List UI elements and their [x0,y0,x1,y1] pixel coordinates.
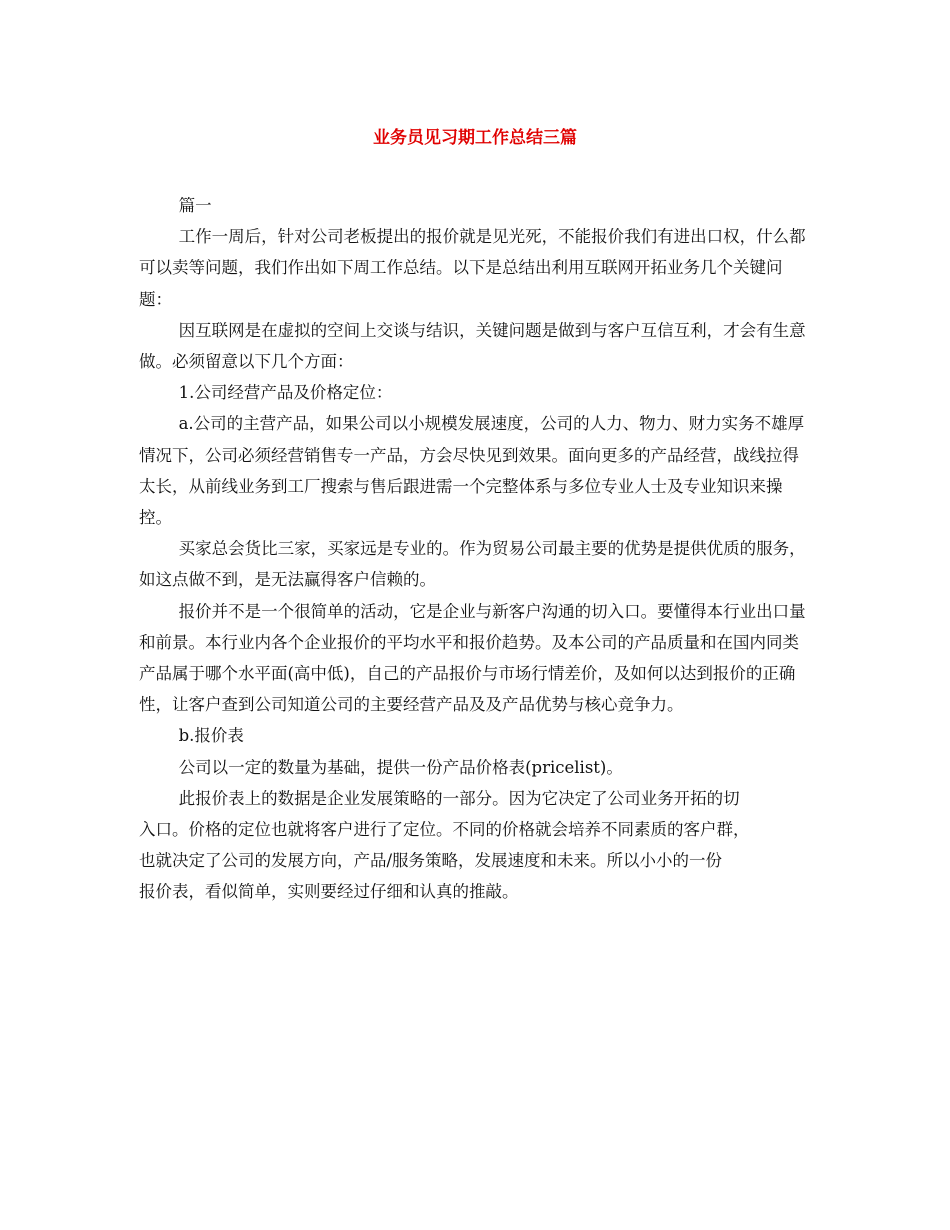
paragraph-line: 报价表，看似简单，实则要经过仔细和认真的推敲。 [139,882,519,902]
list-heading: b.报价表 [178,726,244,746]
paragraph: a.公司的主营产品，如果公司以小规模发展速度，公司的人力、物力、财力实务不雄厚情况下，公司必须经营销售专一产品，方会尽快见到效果。面向更多的产品经营，战线拉得太长，从前线业务到工厂搜索与售后跟进需一个完整体系与多位专业人士及专业知识来操控。 [139,414,805,528]
paragraph-line: 此报价表上的数据是企业发展策略的一部分。因为它决定了公司业务开拓的切 [178,788,740,808]
paragraph: 公司以一定的数量为基础，提供一份产品价格表(pricelist)。 [178,757,623,777]
paragraph: 因互联网是在虚拟的空间上交谈与结识，关键问题是做到与客户互信互利，才会有生意做。必须留意以下几个方面： [139,320,806,372]
paragraph: 工作一周后，针对公司老板提出的报价就是见光死，不能报价我们有进出口权，什么都可以卖等问题，我们作出如下周工作总结。以下是总结出利用互联网开拓业务几个关键问题： [139,227,806,309]
document-title: 业务员见习期工作总结三篇 [373,128,577,148]
document-body [139,190,811,908]
paragraph-line: 也就决定了公司的发展方向，产品/服务策略，发展速度和未来。所以小小的一份 [139,851,723,871]
section-heading: 篇一 [178,196,212,215]
paragraph: 买家总会货比三家，买家远是专业的。作为贸易公司最主要的优势是提供优质的服务，如这点做不到，是无法赢得客户信赖的。 [139,539,806,590]
paragraph-line: 入口。价格的定位也就将客户进行了定位。不同的价格就会培养不同素质的客户群， [139,820,750,840]
list-heading: 1.公司经营产品及价格定位： [178,383,393,403]
paragraph: 报价并不是一个很简单的活动，它是企业与新客户沟通的切入口。要懂得本行业出口量和前景。本行业内各个企业报价的平均水平和报价趋势。及本公司的产品质量和在国内同类产品属于哪个水平面(高中低)，自己的产品报价与市场行情差价，及如何以达到报价的正确性，让客户查到公司知道公司的主要经营产品及及产品优势与核心竞争力。 [139,601,806,715]
